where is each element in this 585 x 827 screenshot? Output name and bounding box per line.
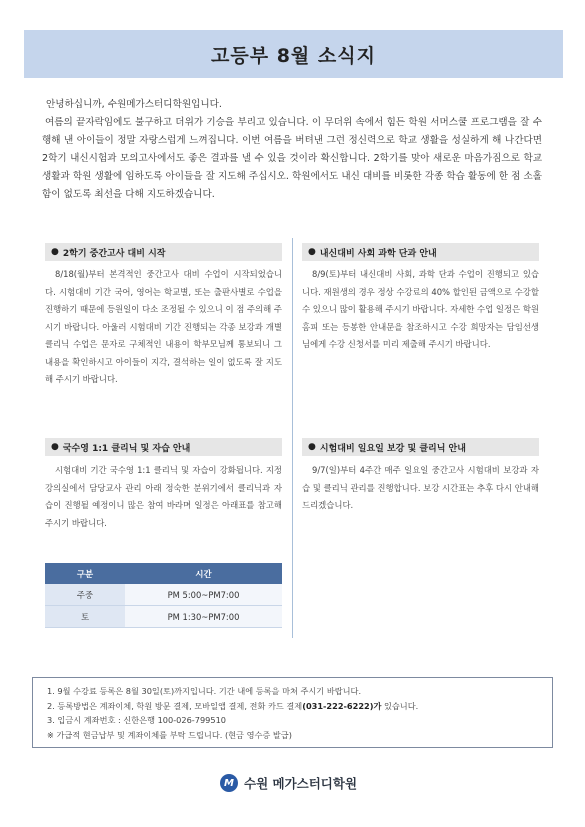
intro-greeting: 안녕하십니까, 수원메가스터디학원입니다. — [46, 99, 222, 110]
notice-phone: (031-222-6222)가 — [302, 700, 382, 711]
table-row — [45, 584, 282, 606]
bullet-icon: ● — [51, 247, 59, 257]
table-row — [45, 606, 282, 628]
notice-line-4: ※ 가급적 현금납부 및 계좌이체를 부탁 드립니다. (현금 영수증 발급) — [47, 729, 292, 740]
registration-notice-box — [32, 677, 553, 748]
table-header-time: 시간 — [125, 563, 282, 584]
section-header-clinic — [45, 438, 282, 456]
academy-name: 수원 메가스터디학원 — [244, 776, 358, 791]
notice-line-2-end: 있습니다. — [381, 700, 419, 711]
section-body-sunday — [302, 462, 539, 515]
footer-brand — [220, 772, 357, 794]
intro-letter — [42, 96, 542, 204]
section-text-sunday: 9/7(일)부터 4주간 매주 일요일 중간고사 시험대비 보강과 자습 및 클리닉 관리를 진행합니다. 보강 시간표는 추후 다시 안내해 드리겠습니다. — [302, 465, 539, 510]
academy-logo-icon — [220, 774, 238, 792]
notice-line-2-text: 2. 등록방법은 계좌이체, 학원 방문 결제, 모바일앱 결제, 전화 카드 결제 — [47, 700, 303, 711]
row-time-saturday: PM 1:30~PM7:00 — [125, 606, 282, 628]
notice-line-3: 3. 입금시 계좌번호 : 신한은행 100-026-799510 — [47, 715, 227, 725]
notice-line-2 — [47, 699, 538, 714]
newsletter-title-bar — [24, 30, 563, 78]
section-text-clinic: 시험대비 기간 국수영 1:1 클리닉 및 자습이 강화됩니다. 지정 강의실에서 담당교사 관리 아래 정숙한 분위기에서 클리닉과 자습이 진행될 예정이니 많은 참여 바라며 일정은 아래표를 참고해 주시기 바랍니다. — [45, 465, 282, 528]
bullet-icon: ● — [51, 442, 59, 452]
bullet-icon: ● — [308, 247, 316, 257]
section-body-clinic — [45, 462, 282, 532]
section-header-social — [302, 243, 539, 261]
bullet-icon: ● — [308, 442, 316, 452]
row-label-weekday: 주중 — [45, 584, 125, 606]
logo-letter: M — [224, 777, 234, 789]
section-title-midterm: 2학기 중간고사 대비 시작 — [62, 248, 166, 259]
clinic-schedule-table — [45, 563, 282, 628]
section-text-social: 8/9(토)부터 내신대비 사회, 과학 단과 수업이 진행되고 있습니다. 재원생의 경우 정상 수강료의 40% 할인된 금액으로 수강할 수 있으니 많이 활용해 주시기 바랍니다. 자세한 수업 일정은 학원 홈피 또는 등봉한 안내문을 참조하시고 수강 희망자는 담임선생님에게 수강 신청서를 미리 제출해 주시기 바랍니다. — [302, 269, 539, 349]
section-body-midterm — [45, 266, 282, 389]
page-title: 고등부 8월 소식지 — [211, 44, 376, 67]
section-body-social — [302, 266, 539, 354]
table-header-category: 구분 — [45, 563, 125, 584]
notice-line-1: 1. 9월 수강료 등록은 8월 30일(토)까지입니다. 기간 내에 등록을 마쳐 주시기 바랍니다. — [47, 686, 362, 696]
intro-body: 여름의 끝자락임에도 불구하고 더위가 기승을 부리고 있습니다. 이 무더위 속에서 힘든 학원 서머스쿨 프로그램을 잘 수행해 낸 아이들이 정말 자랑스럽게 느껴집니다. 이번 여름을 버텨낸 그런 정신력으로 학교 생활을 성실하게 해 나간다면 2학기 내신시험과 모의고사에서도 좋은 결과를 낼 수 있을 것이라 확신합니다. 2학기를 맞아 새로운 마음가짐으로 학교 생활과 학원 생활에 임하도록 아이들을 잘 지도해 주십시오. 학원에서도 내신 대비를 비롯한 각종 학습 활동에 한 점 소홀함이 없도록 최선을 다해 지도하겠습니다. — [42, 117, 542, 200]
section-title-clinic: 국수영 1:1 클리닉 및 자습 안내 — [62, 443, 191, 454]
section-title-social: 내신대비 사회 과학 단과 안내 — [319, 248, 437, 259]
row-time-weekday: PM 5:00~PM7:00 — [125, 584, 282, 606]
section-header-sunday — [302, 438, 539, 456]
section-title-sunday: 시험대비 일요일 보강 및 클리닉 안내 — [319, 443, 466, 454]
column-divider — [292, 238, 293, 638]
row-label-saturday: 토 — [45, 606, 125, 628]
section-text-midterm: 8/18(월)부터 본격적인 중간고사 대비 수업이 시작되었습니다. 시험대비 기간 국어, 영어는 학교별, 또는 출판사별로 수업을 진행하기 때문에 등원일이 다소 조정될 수 있으니 이 점 주의해 주시기 바랍니다. 아울러 시험대비 기간 진행되는 각종 보강과 개별 클리닉 수업은 문자로 구체적인 내용이 학부모님께 통보되니 그 내용을 확인하시고 아이들이 지각, 결석하는 일이 없도록 잘 지도해 주시기 바랍니다. — [45, 269, 282, 384]
section-header-midterm — [45, 243, 282, 261]
